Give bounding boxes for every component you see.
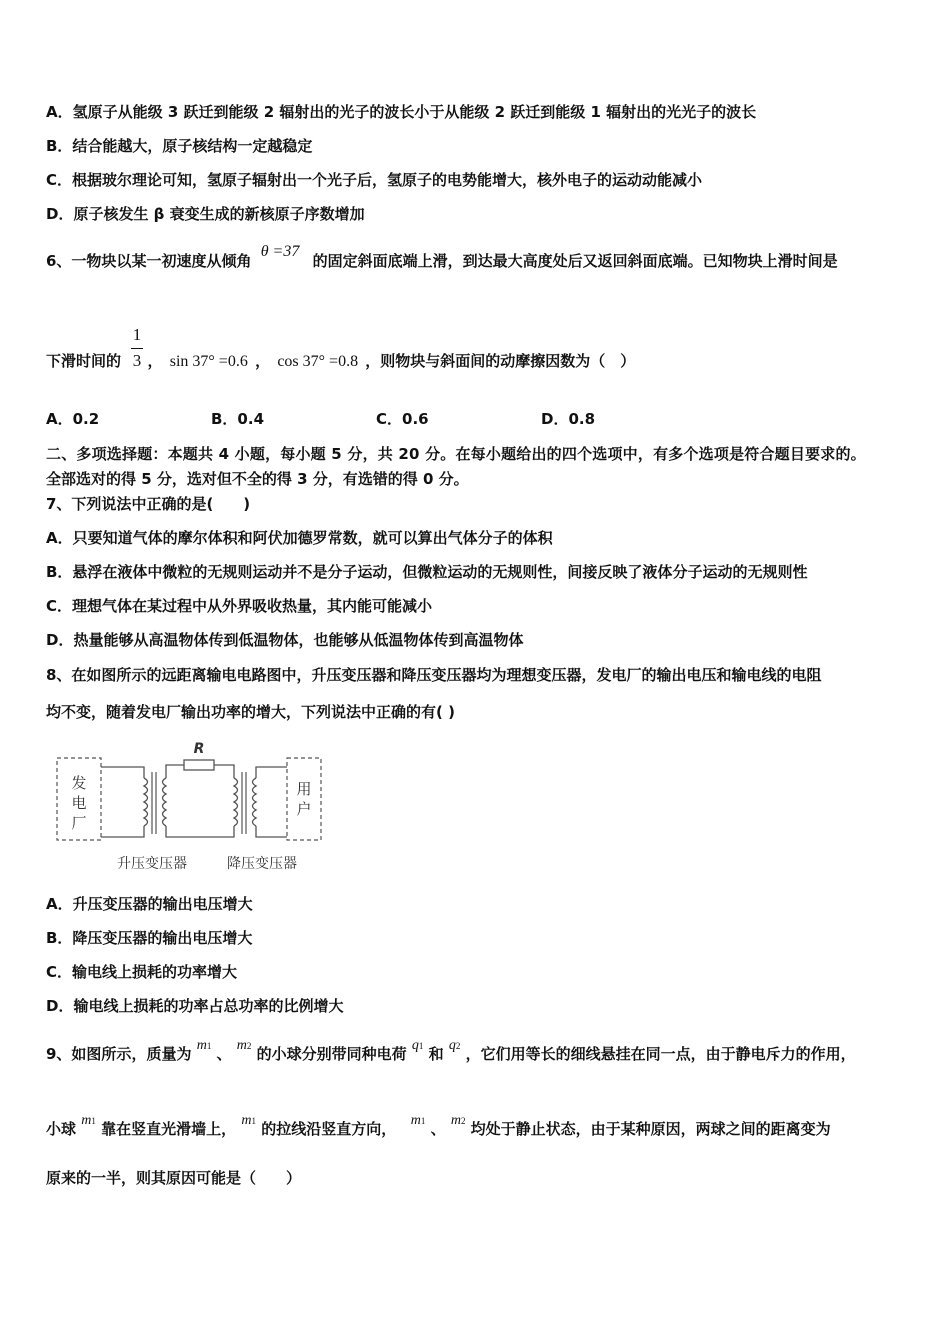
q9-l2-m1-first: m1	[81, 1113, 96, 1128]
plant-char-3: 厂	[71, 814, 87, 832]
q7-option-a: A．只要知道气体的摩尔体积和阿伏加德罗常数，就可以算出气体分子的体积	[46, 529, 553, 547]
q6-sep1: ，	[147, 352, 163, 370]
q7-option-b: B．悬浮在液体中微粒的无规则运动并不是分子运动，但微粒运动的无规则性，间接反映了液体分子运动的无规则性	[46, 563, 808, 581]
q9-l1-he: 和	[428, 1045, 444, 1063]
q9-l2-d: 均处于静止状态，由于某种原因，两球之间的距离变为	[470, 1120, 831, 1138]
q9-l2-dun: 、	[430, 1120, 446, 1138]
q7-option-c: C．理想气体在某过程中从外界吸收热量，其内能可能减小	[46, 597, 433, 615]
q6-cos: cos 37° =0.8	[277, 353, 359, 370]
q9-l1-dun: 、	[216, 1045, 232, 1063]
q6-frac-numerator: 1	[132, 325, 142, 344]
q9-l1-a: 9、如图所示，质量为	[46, 1045, 192, 1063]
q9-l2-m2: m2	[450, 1113, 466, 1128]
q7-option-d: D．热量能够从高温物体传到低温物体，也能够从低温物体传到高温物体	[46, 631, 524, 649]
line-resistor	[184, 760, 214, 770]
q6-option-c: C．0.6	[376, 410, 429, 428]
step-down-primary-coil	[234, 778, 238, 826]
q6-line2-prefix: 下滑时间的	[46, 352, 122, 370]
power-transmission-diagram	[52, 738, 332, 878]
q8-option-a: A．升压变压器的输出电压增大	[46, 895, 253, 913]
q5-option-d: D．原子核发生 β 衰变生成的新核原子序数增加	[46, 205, 365, 223]
q6-frac-bar	[131, 348, 143, 349]
user-wires	[256, 767, 287, 837]
q8-option-b: B．降压变压器的输出电压增大	[46, 929, 253, 947]
q6-stem-line1	[46, 243, 838, 272]
q5-option-a: A．氢原子从能级 3 跃迁到能级 2 辐射出的光子的波长小于从能级 2 跃迁到能级 1 辐射出的光光子的波长	[46, 103, 757, 121]
user-char-2: 户	[296, 800, 312, 818]
q8-stem-line2: 均不变，随着发电厂输出功率的增大，下列说法中正确的有( )	[46, 703, 455, 721]
user-box	[287, 758, 321, 840]
plant-char-2: 电	[71, 794, 87, 812]
q9-l2-a: 小球	[46, 1120, 77, 1138]
q6-line2-suffix: ，则物块与斜面间的动摩擦因数为（ ）	[365, 352, 636, 370]
q6-sep2: ，	[255, 352, 271, 370]
q6-sin: sin 37° =0.6	[169, 353, 248, 370]
q9-l1-c: ，它们用等长的细线悬挂在同一点，由于静电斥力的作用，	[465, 1045, 856, 1063]
step-up-primary-coil	[144, 778, 148, 826]
step-up-secondary-coil	[163, 778, 167, 826]
q5-option-c: C．根据玻尔理论可知，氢原子辐射出一个光子后，氢原子的电势能增大，核外电子的运动动能减小	[46, 171, 703, 189]
q9-l2-m1-third: m1	[410, 1113, 426, 1128]
q5-option-b: B．结合能越大，原子核结构一定越稳定	[46, 137, 313, 155]
section2-header-line2: 全部选对的得 5 分，选对但不全的得 3 分，有选错的得 0 分。	[46, 470, 469, 488]
q8-stem-line1: 8、在如图所示的远距离输电电路图中，升压变压器和降压变压器均为理想变压器，发电厂的输出电压和输电线的电阻	[46, 666, 822, 684]
q9-m2: m2	[236, 1038, 252, 1053]
q9-q2: q2	[448, 1038, 461, 1053]
q8-option-c: C．输电线上损耗的功率增大	[46, 963, 238, 981]
q7-stem: 7、下列说法中正确的是( )	[46, 495, 251, 513]
q9-l1-b: 的小球分别带同种电荷	[256, 1045, 407, 1063]
q6-option-d: D．0.8	[541, 410, 596, 428]
q6-theta: θ =37	[260, 243, 300, 260]
primary-wires	[101, 767, 144, 837]
q6-stem-part2: 的固定斜面底端上滑，到达最大高度处后又返回斜面底端。已知物块上滑时间是	[312, 252, 838, 270]
step-down-secondary-coil	[253, 778, 257, 826]
q9-q1: q1	[411, 1038, 424, 1053]
q6-stem-part1: 6、一物块以某一初速度从倾角	[46, 252, 252, 270]
q9-m1: m1	[196, 1038, 212, 1053]
q9-stem-line3: 原来的一半，则其原因可能是（ ）	[46, 1169, 302, 1187]
section2-header-line1: 二、多项选择题：本题共 4 小题，每小题 5 分，共 20 分。在每小题给出的四个选项中，有多个选项是符合题目要求的。	[46, 445, 866, 463]
user-char-1: 用	[296, 780, 312, 798]
q9-stem-line2	[46, 1113, 831, 1141]
q6-frac-denominator: 3	[132, 351, 142, 370]
q9-l2-c: 的拉线沿竖直方向，	[261, 1120, 397, 1138]
resistor-label: R	[193, 741, 205, 757]
q9-stem-line1	[46, 1038, 856, 1066]
plant-char-1: 发	[71, 774, 87, 792]
step-down-label: 降压变压器	[227, 856, 297, 872]
transmission-line	[166, 765, 234, 837]
q6-option-a: A．0.2	[46, 410, 100, 428]
step-up-label: 升压变压器	[117, 856, 187, 872]
q8-option-d: D．输电线上损耗的功率占总功率的比例增大	[46, 997, 344, 1015]
q9-l2-m1-second: m1	[241, 1113, 256, 1128]
q9-l2-b: 靠在竖直光滑墙上，	[101, 1120, 237, 1138]
q6-option-b: B．0.4	[211, 410, 265, 428]
